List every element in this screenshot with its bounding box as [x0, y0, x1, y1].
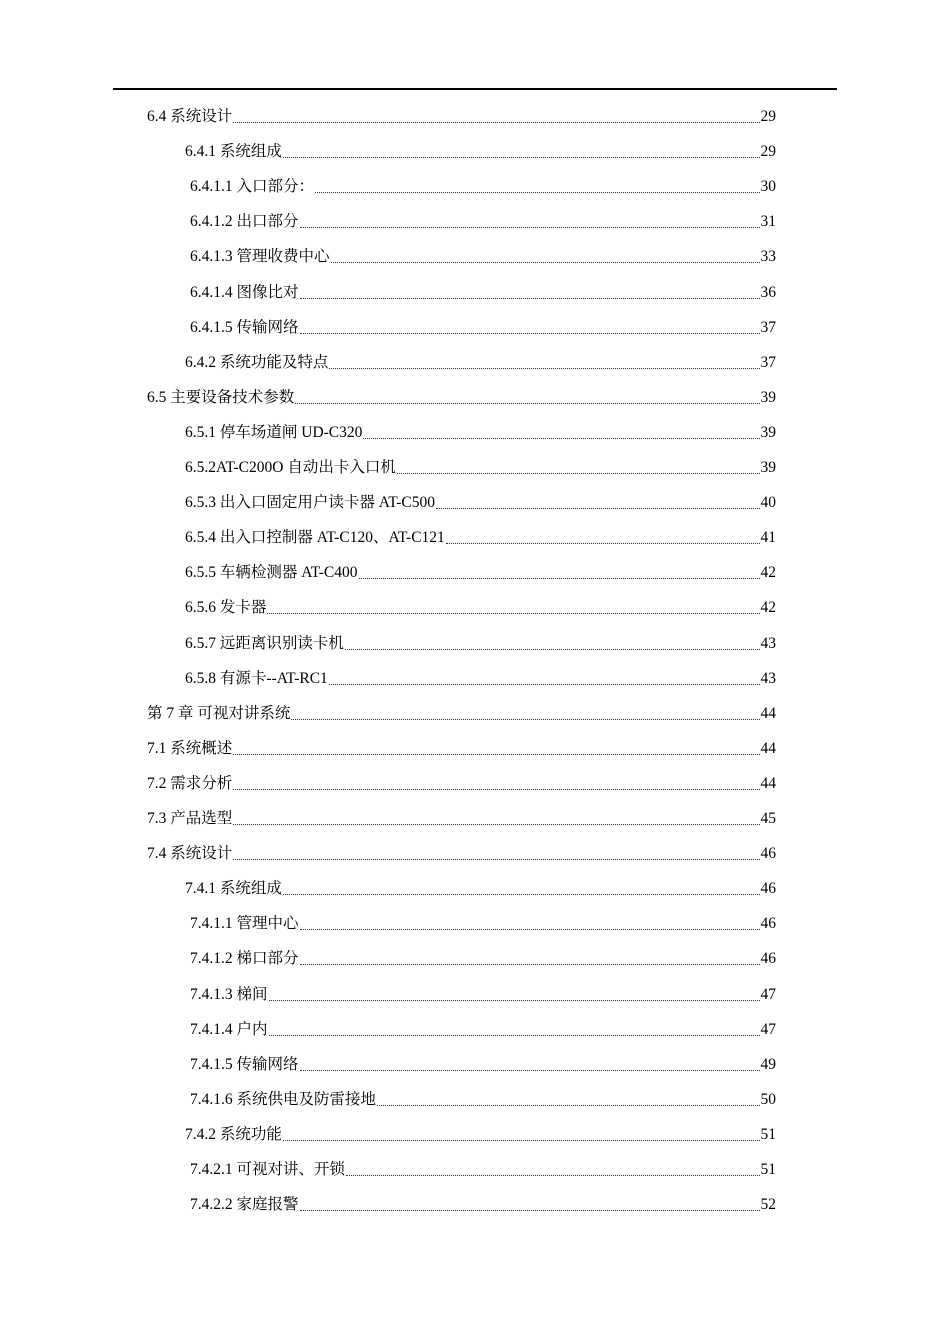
toc-entry-label: 6.4.1 系统组成 [185, 143, 282, 161]
toc-entry-label: 7.4.1.3 梯间 [190, 985, 268, 1003]
toc-entry-label: 第 7 章 可视对讲系统 [147, 704, 291, 722]
toc-entry-label: 7.4.1.6 系统供电及防雷接地 [190, 1090, 377, 1108]
toc-dot-leader [377, 1105, 759, 1106]
toc-dot-leader [345, 649, 760, 650]
toc-page-number: 39 [760, 388, 776, 406]
toc-page-number: 36 [760, 283, 776, 301]
toc-entry[interactable] [185, 868, 776, 898]
toc-entry-label: 6.5.3 出入口固定用户读卡器 AT-C500 [185, 494, 436, 512]
toc-entry[interactable] [185, 1114, 776, 1144]
toc-page-number: 33 [760, 248, 776, 266]
toc-page-number: 41 [760, 529, 776, 547]
toc-dot-leader [233, 754, 759, 755]
toc-page-number: 39 [760, 423, 776, 441]
toc-entry-label: 7.3 产品选型 [147, 810, 233, 827]
toc-entry-label: 6.5.1 停车场道闸 UD-C320 [185, 423, 363, 441]
toc-entry-label: 7.4.2.1 可视对讲、开锁 [190, 1161, 346, 1178]
toc-dot-leader [315, 192, 759, 193]
toc-entry[interactable] [185, 517, 776, 547]
toc-page-number: 45 [760, 810, 776, 827]
toc-page-number: 49 [760, 1055, 776, 1073]
toc-entry[interactable] [147, 833, 776, 863]
toc-entry-label: 7.4.1.2 梯口部分 [190, 950, 299, 968]
toc-entry-label: 6.4.1.3 管理收费中心 [190, 248, 330, 266]
toc-entry[interactable] [190, 1184, 776, 1214]
toc-dot-leader [331, 262, 760, 263]
toc-entry[interactable] [147, 798, 776, 828]
toc-entry-label: 6.5.2AT-C200O 自动出卡入口机 [185, 459, 396, 476]
toc-dot-leader [269, 1000, 760, 1001]
toc-entry-label: 7.4.2.2 家庭报警 [190, 1196, 299, 1214]
toc-page-number: 37 [760, 353, 776, 371]
toc-entry[interactable] [190, 1079, 776, 1109]
toc-dot-leader [267, 613, 759, 614]
toc-entry[interactable] [185, 412, 776, 442]
toc-dot-leader [300, 227, 760, 228]
toc-entry[interactable] [190, 1044, 776, 1074]
toc-page-number: 42 [760, 599, 776, 617]
toc-dot-leader [397, 473, 760, 474]
toc-entry-label: 6.5 主要设备技术参数 [147, 388, 295, 406]
toc-dot-leader [283, 894, 760, 895]
toc-page-number: 44 [760, 739, 776, 757]
toc-entry-label: 6.4.1.4 图像比对 [190, 283, 299, 301]
toc-entry-label: 6.4.2 系统功能及特点 [185, 353, 329, 371]
toc-dot-leader [300, 1210, 760, 1211]
toc-entry[interactable] [185, 587, 776, 617]
toc-dot-leader [446, 543, 760, 544]
toc-dot-leader [436, 508, 759, 509]
toc-entry[interactable] [190, 307, 776, 337]
toc-entry[interactable] [185, 482, 776, 512]
toc-dot-leader [233, 859, 759, 860]
toc-entry[interactable] [185, 552, 776, 582]
toc-entry[interactable] [147, 377, 776, 407]
toc-dot-leader [233, 789, 759, 790]
toc-entry-label: 7.4.1.5 传输网络 [190, 1055, 299, 1073]
toc-page-number: 46 [760, 950, 776, 968]
toc-entry-label: 6.5.5 车辆检测器 AT-C400 [185, 564, 358, 582]
toc-dot-leader [329, 368, 759, 369]
toc-entry[interactable] [190, 272, 776, 302]
toc-page-number: 46 [760, 915, 776, 933]
toc-page-number: 43 [760, 634, 776, 652]
toc-entry-label: 6.4.1.2 出口部分 [190, 213, 299, 231]
toc-entry-label: 6.5.6 发卡器 [185, 599, 267, 617]
toc-entry[interactable] [147, 763, 776, 793]
toc-entry[interactable] [185, 447, 776, 477]
toc-page-number: 52 [760, 1196, 776, 1214]
toc-page-number: 46 [760, 880, 776, 898]
toc-page-number: 40 [760, 494, 776, 512]
toc-page-number: 44 [760, 704, 776, 722]
toc-dot-leader [300, 333, 760, 334]
toc-page-number: 29 [760, 143, 776, 161]
toc-page-number: 47 [760, 985, 776, 1003]
toc-page-number: 44 [760, 774, 776, 792]
toc-entry[interactable] [185, 658, 776, 688]
toc-entry-label: 7.4.1 系统组成 [185, 880, 282, 898]
toc-entry-label: 6.4.1.1 入口部分： [190, 178, 315, 196]
toc-page-number: 50 [760, 1090, 776, 1108]
toc-entry-label: 7.4 系统设计 [147, 845, 233, 863]
toc-entry[interactable] [190, 201, 776, 231]
toc-entry[interactable] [190, 1009, 776, 1039]
toc-page-number: 47 [760, 1020, 776, 1038]
toc-dot-leader [300, 929, 760, 930]
toc-entry-label: 7.1 系统概述 [147, 739, 233, 757]
toc-page-number: 30 [760, 178, 776, 196]
toc-entry-label: 6.4.1.5 传输网络 [190, 318, 299, 336]
toc-entry-label: 6.4 系统设计 [147, 108, 233, 125]
toc-dot-leader [283, 1140, 760, 1141]
toc-dot-leader [300, 298, 760, 299]
toc-entry[interactable] [190, 236, 776, 266]
toc-entry-label: 7.4.1.1 管理中心 [190, 915, 299, 933]
toc-page-number: 42 [760, 564, 776, 582]
toc-entry-label: 7.2 需求分析 [147, 774, 233, 792]
toc-entry[interactable] [147, 96, 776, 126]
toc-dot-leader [295, 403, 759, 404]
toc-entry[interactable] [185, 342, 776, 372]
toc-dot-leader [363, 438, 759, 439]
toc-dot-leader [346, 1175, 759, 1176]
toc-dot-leader [233, 122, 759, 123]
toc-dot-leader [233, 824, 759, 825]
toc-page-number: 46 [760, 845, 776, 863]
toc-dot-leader [300, 964, 760, 965]
toc-page-number: 51 [760, 1125, 776, 1143]
toc-entry-label: 6.5.7 远距离识别读卡机 [185, 634, 344, 652]
toc-entry-label: 6.5.4 出入口控制器 AT-C120、AT-C121 [185, 529, 445, 547]
toc-page-number: 31 [760, 213, 776, 231]
toc-page-number: 43 [760, 669, 776, 687]
header-rule [113, 88, 837, 90]
toc-entry-label: 7.4.1.4 户内 [190, 1020, 268, 1038]
toc-entry[interactable] [190, 1149, 776, 1179]
toc-page-number: 51 [760, 1161, 776, 1178]
toc-dot-leader [283, 157, 760, 158]
toc-entry[interactable] [185, 131, 776, 161]
toc-entry[interactable] [190, 938, 776, 968]
toc-entry[interactable] [147, 728, 776, 758]
toc-entry[interactable] [190, 974, 776, 1004]
toc-page-number: 39 [760, 459, 776, 476]
toc-entry[interactable] [147, 693, 776, 723]
toc-entry[interactable] [190, 903, 776, 933]
toc-entry-label: 6.5.8 有源卡--AT-RC1 [185, 669, 328, 687]
toc-entry[interactable] [190, 166, 776, 196]
toc-entry[interactable] [185, 623, 776, 653]
toc-dot-leader [291, 719, 759, 720]
toc-dot-leader [359, 578, 760, 579]
toc-page-number: 37 [760, 318, 776, 336]
toc-entry-label: 7.4.2 系统功能 [185, 1125, 282, 1143]
toc-dot-leader [269, 1035, 760, 1036]
toc-dot-leader [300, 1070, 760, 1071]
toc-page-number: 29 [760, 108, 776, 125]
toc-dot-leader [329, 684, 760, 685]
